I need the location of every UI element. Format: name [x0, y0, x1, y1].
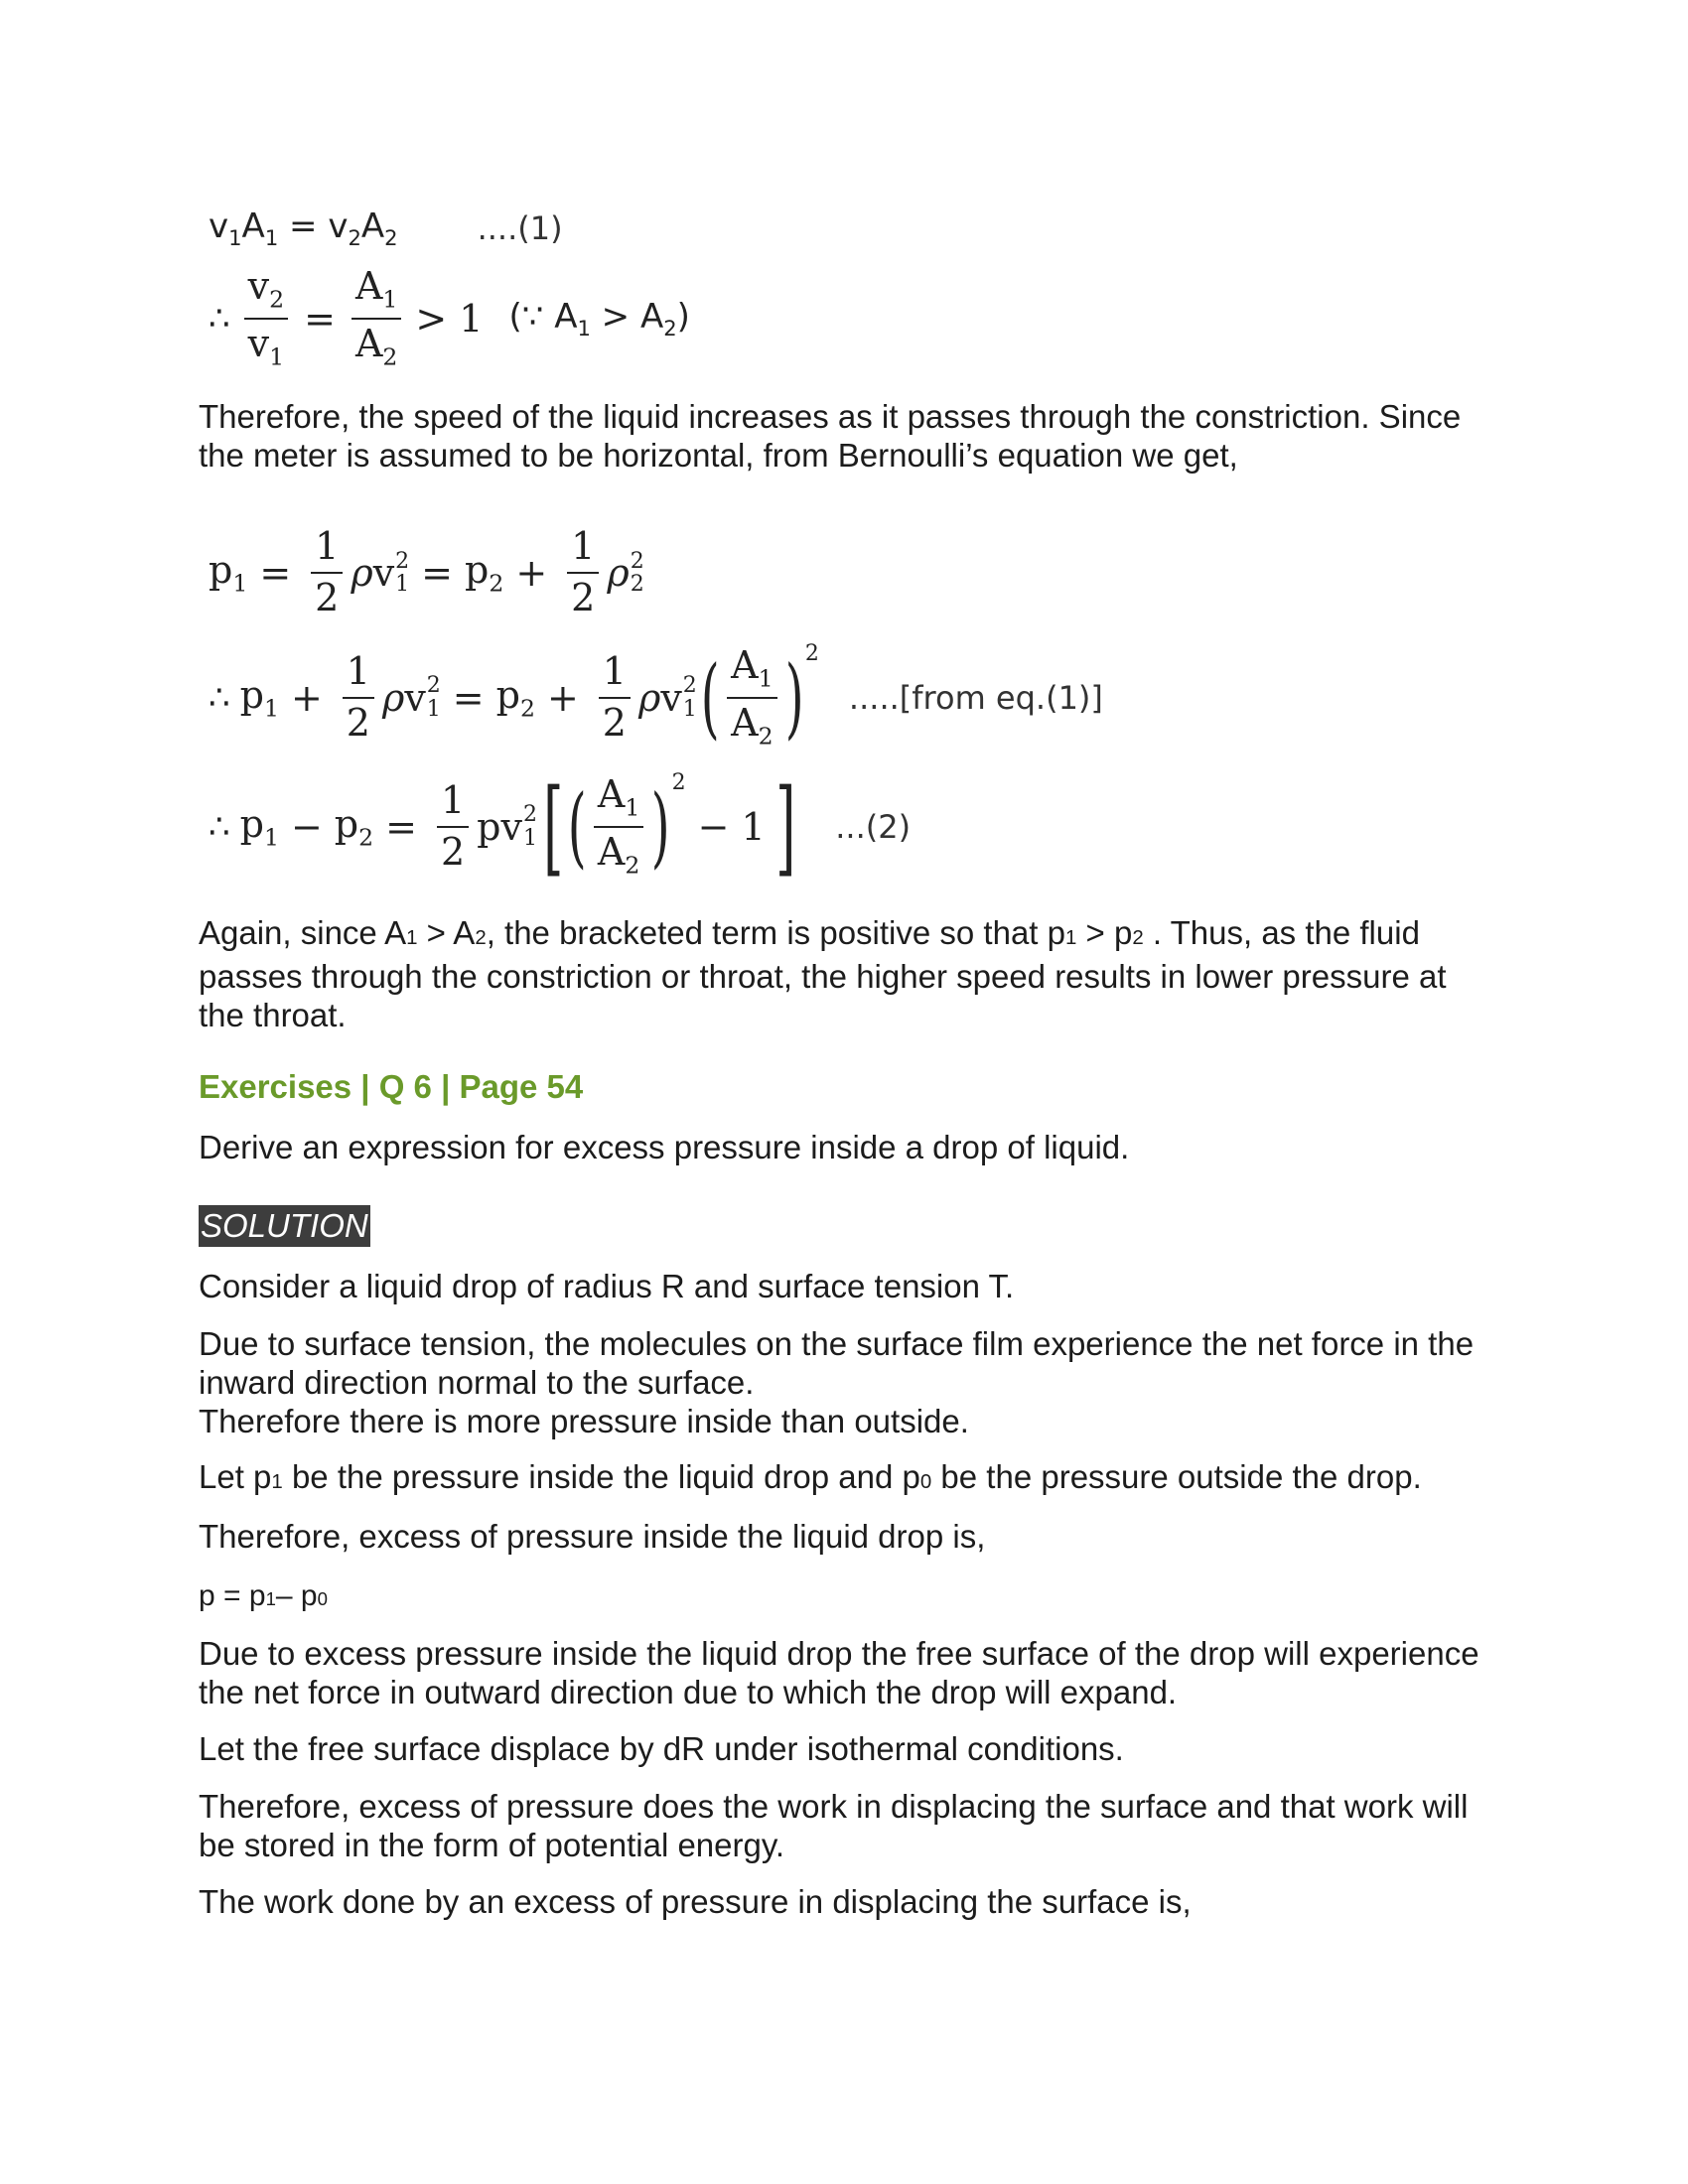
solution-paragraph-4: Therefore, excess of pressure inside the liquid drop is, [199, 1518, 986, 1555]
greater-than-one: > 1 [415, 296, 484, 341]
equation-tag-2: ...(2) [835, 807, 912, 846]
solution-paragraph-6: Due to excess pressure inside the liquid drop the free surface of the drop will experience the net force in outward direction due to which the drop will expand. [199, 1635, 1479, 1710]
solution-paragraph-2 [199, 1324, 1499, 1440]
equation-bernoulli-1: $p_1$ = $\frac{1}{2}$ ρv 2 1 = $p_2$ + $\frac{1}{2}$ ρ 2 2 [209, 524, 644, 619]
solution-paragraph-2a: Due to surface tension, the molecules on the surface film experience the net force in the inward direction normal to the surface. [199, 1325, 1475, 1401]
solution-paragraph-3: Let p1 be the pressure inside the liquid drop and p0 be the pressure outside the drop. [199, 1458, 1422, 1495]
equation-tag-from-eq1: .....[from eq.(1)] [848, 678, 1103, 717]
exercise-heading: Exercises | Q 6 | Page 54 [199, 1068, 584, 1105]
solution-paragraph-2b: Therefore there is more pressure inside than outside. [199, 1403, 969, 1439]
equation-continuity [209, 206, 563, 250]
fraction-v2-over-v1: $\frac{v_2}{v_1}$ [244, 266, 288, 370]
question-text: Derive an expression for excess pressure inside a drop of liquid. [199, 1129, 1130, 1165]
fraction-a1-over-a2: $\frac{A_1}{A_2}$ [352, 266, 401, 370]
equation-pressure-difference: ∴ $p_1$ − $p_2$ = $\frac{1}{2}$ pv 2 1 [ ( $\frac{A_1}{A_2}$ ) 2 − 1 ] ...(2) [209, 765, 912, 887]
solution-paragraph-1: Consider a liquid drop of radius R and surface tension T. [199, 1268, 1015, 1304]
equation-bernoulli-2: ∴ $p_1$ + $\frac{1}{2}$ ρv 2 1 = $p_2$ + $\frac{1}{2}$ ρv 2 1 ( $\frac{A_1}{A_2}$ ) 2 .....[from eq.(1)] [209, 641, 1103, 751]
equation-velocity-ratio [209, 266, 690, 370]
equation-tag-1: ....(1) [477, 208, 563, 247]
solution-paragraph-7: Let the free surface displace by dR under isothermal conditions. [199, 1730, 1124, 1767]
solution-paragraph-8: Therefore, excess of pressure does the work in displacing the surface and that work will be stored in the form of potential energy. [199, 1788, 1469, 1863]
equation-continuity-body: $v_1A_1 = v_2A_2$ [209, 206, 398, 250]
paragraph-pressure-at-throat: Again, since A1 > A2, the bracketed term is positive so that p1 > p2 . Thus, as the fluid passes through the constriction or throat, the higher speed results in lower pressure at the throat. [199, 914, 1447, 1033]
therefore-symbol: ∴ [209, 298, 230, 339]
solution-paragraph-5: p = p1– p0 [199, 1579, 328, 1612]
solution-label: SOLUTION [199, 1205, 370, 1247]
paragraph-speed-increase: Therefore, the speed of the liquid increases as it passes through the constriction. Since the meter is assumed to be horizontal, from Bernoulli’s equation we get, [199, 398, 1462, 474]
equals-sign: = [304, 296, 336, 341]
solution-paragraph-9: The work done by an excess of pressure in displacing the surface is, [199, 1883, 1192, 1920]
because-clause: (∵ $A_1 > A_2$) [508, 296, 690, 341]
